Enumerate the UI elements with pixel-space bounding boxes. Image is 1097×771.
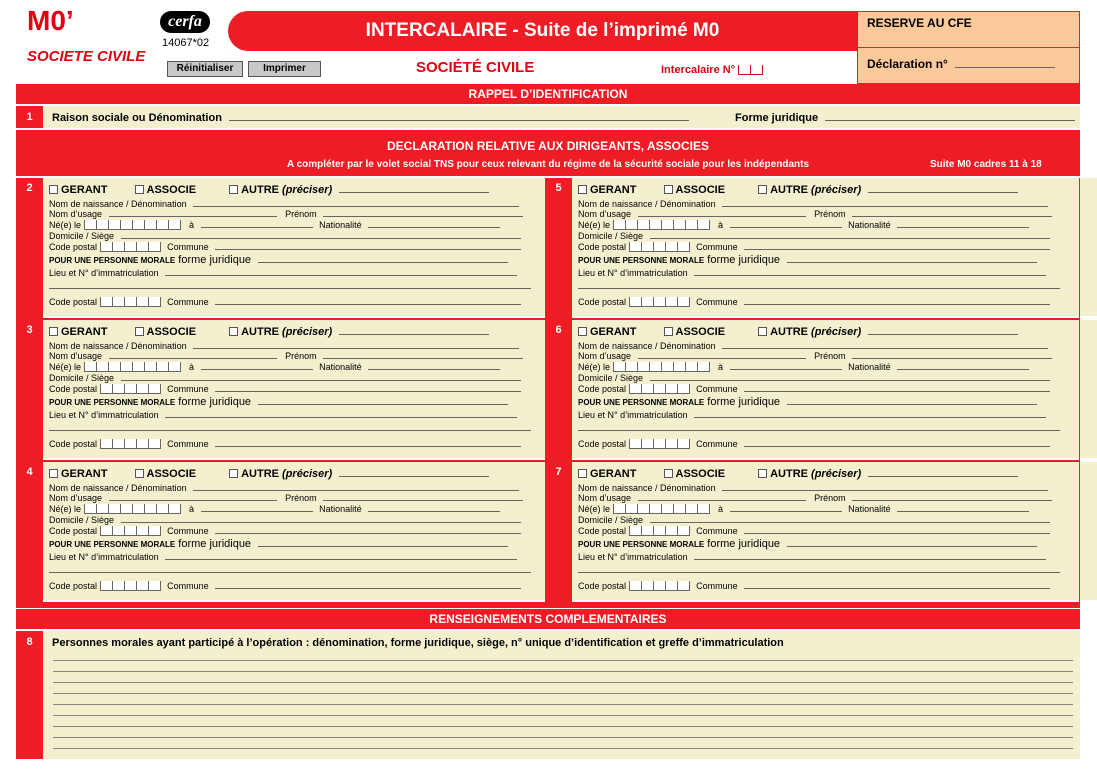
prenom-field[interactable] xyxy=(852,208,1052,217)
code-postal-field[interactable] xyxy=(100,526,161,536)
associe-checkbox[interactable] xyxy=(664,327,673,336)
commune-2-label: Commune xyxy=(696,581,738,591)
lieu-immat-field[interactable] xyxy=(165,267,517,276)
nom-naissance-label: Nom de naissance / Dénomination xyxy=(49,199,187,209)
section-8-line[interactable] xyxy=(53,704,1073,705)
nationalite-field[interactable] xyxy=(897,361,1029,370)
cfe-divider xyxy=(857,47,1080,48)
ne-le-label: Né(e) le xyxy=(49,220,82,230)
associe-checkbox[interactable] xyxy=(135,469,144,478)
code-postal-2-field[interactable] xyxy=(629,439,690,449)
section-8-line[interactable] xyxy=(53,671,1073,672)
autre-checkbox[interactable] xyxy=(758,327,767,336)
code-postal-2-label: Code postal xyxy=(578,297,627,307)
forme-juridique-label: forme juridique xyxy=(707,538,781,550)
code-postal-label: Code postal xyxy=(49,526,98,536)
birth-date-field[interactable] xyxy=(613,220,710,230)
nom-naissance-field[interactable] xyxy=(722,482,1048,491)
declaration-label: Déclaration n° xyxy=(867,57,1055,71)
gerant-checkbox[interactable] xyxy=(578,185,587,194)
declaration-number-field[interactable] xyxy=(955,59,1055,68)
commune-label: Commune xyxy=(696,384,738,394)
nationalite-label: Nationalité xyxy=(848,362,891,372)
birth-date-field[interactable] xyxy=(84,504,181,514)
code-postal-label: Code postal xyxy=(578,526,627,536)
section-1-bar: RAPPEL D’IDENTIFICATION xyxy=(16,84,1080,104)
forme-juridique-field[interactable] xyxy=(258,538,508,547)
prenom-field[interactable] xyxy=(852,350,1052,359)
cerfa-number: 14067*02 xyxy=(162,37,210,49)
commune-2-label: Commune xyxy=(696,297,738,307)
birth-place-field[interactable] xyxy=(730,503,842,512)
page-subtitle: SOCIÉTÉ CIVILE xyxy=(416,59,535,76)
prenom-label: Prénom xyxy=(285,209,317,219)
gerant-label: GERANT xyxy=(61,184,108,196)
section-8-label: Personnes morales ayant participé à l’opération : dénomination, forme juridique, siège, n° unique d’identification et greffe d’immatriculation xyxy=(52,637,784,649)
domicile-label: Domicile / Siège xyxy=(578,231,644,241)
autre-checkbox[interactable] xyxy=(229,327,238,336)
associe-label: ASSOCIE xyxy=(675,184,726,196)
code-postal-2-field[interactable] xyxy=(629,297,690,307)
nom-usage-label: Nom d’usage xyxy=(578,493,632,503)
preciser-label: (préciser) xyxy=(811,326,862,338)
nom-naissance-label: Nom de naissance / Dénomination xyxy=(49,341,187,351)
code-postal-2-field[interactable] xyxy=(100,297,161,307)
pour-personne-morale-label: POUR UNE PERSONNE MORALE xyxy=(578,398,705,407)
commune-label: Commune xyxy=(696,242,738,252)
block-separator xyxy=(16,460,1080,462)
forme-juridique-field[interactable] xyxy=(258,396,508,405)
block-7-number: 7 xyxy=(545,462,572,602)
code-postal-2-field[interactable] xyxy=(100,439,161,449)
lieu-immat-field-2[interactable] xyxy=(578,564,1060,573)
commune-2-label: Commune xyxy=(167,297,209,307)
associe-label: ASSOCIE xyxy=(146,326,197,338)
gerant-checkbox[interactable] xyxy=(578,327,587,336)
prenom-field[interactable] xyxy=(323,350,523,359)
ne-le-label: Né(e) le xyxy=(49,504,82,514)
nom-naissance-label: Nom de naissance / Dénomination xyxy=(578,483,716,493)
code-postal-label: Code postal xyxy=(49,242,98,252)
domicile-label: Domicile / Siège xyxy=(578,515,644,525)
nom-usage-label: Nom d’usage xyxy=(578,209,632,219)
nationalite-label: Nationalité xyxy=(319,362,362,372)
autre-label: AUTRE xyxy=(770,184,808,196)
nom-naissance-field[interactable] xyxy=(193,340,519,349)
forme-juridique-label: forme juridique xyxy=(178,396,252,408)
domicile-label: Domicile / Siège xyxy=(49,373,115,383)
birth-date-field[interactable] xyxy=(84,362,181,372)
gerant-checkbox[interactable] xyxy=(49,185,58,194)
code-postal-2-field[interactable] xyxy=(629,581,690,591)
code-postal-field[interactable] xyxy=(629,384,690,394)
lieu-immat-field[interactable] xyxy=(165,409,517,418)
birth-place-field[interactable] xyxy=(730,219,842,228)
autre-checkbox[interactable] xyxy=(229,185,238,194)
section-8-line[interactable] xyxy=(53,715,1073,716)
associe-checkbox[interactable] xyxy=(664,469,673,478)
commune-2-field[interactable] xyxy=(215,296,521,305)
commune-label: Commune xyxy=(167,526,209,536)
associe-label: ASSOCIE xyxy=(146,184,197,196)
lieu-immat-label: Lieu et N° d’immatriculation xyxy=(578,410,688,420)
autre-label: AUTRE xyxy=(241,468,279,480)
nationalite-label: Nationalité xyxy=(848,504,891,514)
code-postal-2-label: Code postal xyxy=(49,297,98,307)
nom-naissance-field[interactable] xyxy=(722,340,1048,349)
pour-personne-morale-label: POUR UNE PERSONNE MORALE xyxy=(578,540,705,549)
nom-usage-field[interactable] xyxy=(638,492,806,501)
section-8-line[interactable] xyxy=(53,660,1073,661)
ne-le-label: Né(e) le xyxy=(49,362,82,372)
block-2-number: 2 xyxy=(16,178,43,318)
nom-usage-field[interactable] xyxy=(109,350,277,359)
intercalaire-number-field[interactable] xyxy=(738,65,763,75)
pour-personne-morale-label: POUR UNE PERSONNE MORALE xyxy=(578,256,705,265)
a-label: à xyxy=(718,504,724,514)
forme-juridique-field[interactable] xyxy=(258,254,508,263)
lieu-immat-label: Lieu et N° d’immatriculation xyxy=(578,552,688,562)
intercalaire-label: Intercalaire N° xyxy=(661,64,763,76)
section-8-number: 8 xyxy=(16,631,43,759)
ne-le-label: Né(e) le xyxy=(578,220,611,230)
commune-field[interactable] xyxy=(744,525,1050,534)
autre-field[interactable] xyxy=(868,468,1018,477)
prenom-label: Prénom xyxy=(814,209,846,219)
block-separator xyxy=(1079,178,1080,604)
section-1-number: 1 xyxy=(16,106,43,128)
autre-label: AUTRE xyxy=(770,326,808,338)
prenom-label: Prénom xyxy=(285,493,317,503)
code-postal-field[interactable] xyxy=(629,242,690,252)
code-postal-2-label: Code postal xyxy=(49,439,98,449)
reserve-label: RESERVE AU CFE xyxy=(867,16,972,30)
domicile-field[interactable] xyxy=(650,230,1050,239)
lieu-immat-field-2[interactable] xyxy=(49,564,531,573)
commune-field[interactable] xyxy=(744,383,1050,392)
person-block-4 xyxy=(43,462,571,600)
block-3-number: 3 xyxy=(16,320,43,460)
commune-field[interactable] xyxy=(744,241,1050,250)
forme-juridique-field[interactable] xyxy=(787,396,1037,405)
forme-juridique-field[interactable] xyxy=(825,112,1075,121)
nationalite-label: Nationalité xyxy=(319,220,362,230)
section-8-field-area xyxy=(43,631,1080,759)
domicile-field[interactable] xyxy=(650,514,1050,523)
associe-label: ASSOCIE xyxy=(675,468,726,480)
birth-place-field[interactable] xyxy=(201,219,313,228)
person-block-7 xyxy=(572,462,1097,600)
commune-2-field[interactable] xyxy=(744,580,1050,589)
form-subtitle: SOCIETE CIVILE xyxy=(27,48,146,65)
ne-le-label: Né(e) le xyxy=(578,504,611,514)
section-8-line[interactable] xyxy=(53,726,1073,727)
nom-usage-label: Nom d’usage xyxy=(49,351,103,361)
lieu-immat-label: Lieu et N° d’immatriculation xyxy=(49,552,159,562)
nom-usage-label: Nom d’usage xyxy=(578,351,632,361)
domicile-label: Domicile / Siège xyxy=(49,231,115,241)
birth-place-field[interactable] xyxy=(201,361,313,370)
autre-label: AUTRE xyxy=(241,326,279,338)
birth-date-field[interactable] xyxy=(84,220,181,230)
reset-button[interactable]: Réinitialiser xyxy=(167,61,243,77)
nom-usage-label: Nom d’usage xyxy=(49,209,103,219)
domicile-label: Domicile / Siège xyxy=(49,515,115,525)
commune-label: Commune xyxy=(696,526,738,536)
forme-juridique-label: forme juridique xyxy=(707,396,781,408)
block-5-number: 5 xyxy=(545,178,572,318)
pour-personne-morale-label: POUR UNE PERSONNE MORALE xyxy=(49,540,176,549)
gerant-checkbox[interactable] xyxy=(49,327,58,336)
commune-2-field[interactable] xyxy=(744,438,1050,447)
prenom-field[interactable] xyxy=(323,208,523,217)
prenom-field[interactable] xyxy=(323,492,523,501)
autre-checkbox[interactable] xyxy=(758,185,767,194)
nom-usage-field[interactable] xyxy=(638,208,806,217)
gerant-label: GERANT xyxy=(61,326,108,338)
commune-field[interactable] xyxy=(215,525,521,534)
a-label: à xyxy=(189,362,195,372)
commune-2-field[interactable] xyxy=(215,580,521,589)
nom-naissance-label: Nom de naissance / Dénomination xyxy=(578,199,716,209)
code-postal-label: Code postal xyxy=(578,242,627,252)
nationalite-field[interactable] xyxy=(368,503,500,512)
autre-checkbox[interactable] xyxy=(229,469,238,478)
section-8-line[interactable] xyxy=(53,737,1073,738)
commune-2-label: Commune xyxy=(696,439,738,449)
preciser-label: (préciser) xyxy=(282,326,333,338)
person-block-6 xyxy=(572,320,1097,458)
forme-juridique-row: Forme juridique xyxy=(735,112,1075,124)
birth-date-field[interactable] xyxy=(613,504,710,514)
lieu-immat-field-2[interactable] xyxy=(578,422,1060,431)
gerant-label: GERANT xyxy=(590,468,637,480)
lieu-immat-label: Lieu et N° d’immatriculation xyxy=(49,268,159,278)
autre-field[interactable] xyxy=(339,326,489,335)
block-separator xyxy=(16,602,1080,608)
page-title: INTERCALAIRE - Suite de l’imprimé M0 xyxy=(365,20,720,41)
cerfa-logo: cerfa xyxy=(160,11,210,33)
prenom-label: Prénom xyxy=(285,351,317,361)
print-button[interactable]: Imprimer xyxy=(248,61,321,77)
gerant-label: GERANT xyxy=(590,326,637,338)
code-postal-label: Code postal xyxy=(578,384,627,394)
person-block-2 xyxy=(43,178,571,316)
section-8-line[interactable] xyxy=(53,682,1073,683)
nationalite-field[interactable] xyxy=(368,361,500,370)
commune-2-label: Commune xyxy=(167,581,209,591)
prenom-label: Prénom xyxy=(814,351,846,361)
autre-field[interactable] xyxy=(868,184,1018,193)
raison-sociale-row: Raison sociale ou Dénomination xyxy=(52,112,689,124)
domicile-field[interactable] xyxy=(121,372,521,381)
preciser-label: (préciser) xyxy=(811,468,862,480)
domicile-field[interactable] xyxy=(121,230,521,239)
lieu-immat-field-2[interactable] xyxy=(578,280,1060,289)
preciser-label: (préciser) xyxy=(811,184,862,196)
associe-checkbox[interactable] xyxy=(135,327,144,336)
nationalite-label: Nationalité xyxy=(848,220,891,230)
block-separator xyxy=(16,318,1080,320)
forme-juridique-label: forme juridique xyxy=(707,254,781,266)
a-label: à xyxy=(718,362,724,372)
gerant-label: GERANT xyxy=(590,184,637,196)
forme-juridique-field[interactable] xyxy=(787,538,1037,547)
person-block-3 xyxy=(43,320,571,458)
nom-naissance-field[interactable] xyxy=(722,198,1048,207)
nationalite-field[interactable] xyxy=(897,219,1029,228)
code-postal-2-label: Code postal xyxy=(49,581,98,591)
section-8-line[interactable] xyxy=(53,693,1073,694)
raison-sociale-field[interactable] xyxy=(229,112,689,121)
autre-field[interactable] xyxy=(868,326,1018,335)
code-postal-field[interactable] xyxy=(629,526,690,536)
autre-field[interactable] xyxy=(339,184,489,193)
code-postal-2-label: Code postal xyxy=(578,581,627,591)
commune-label: Commune xyxy=(167,384,209,394)
nom-naissance-field[interactable] xyxy=(193,482,519,491)
associe-checkbox[interactable] xyxy=(135,185,144,194)
associe-label: ASSOCIE xyxy=(146,468,197,480)
commune-field[interactable] xyxy=(215,241,521,250)
lieu-immat-field[interactable] xyxy=(694,409,1046,418)
gerant-checkbox[interactable] xyxy=(49,469,58,478)
nationalite-field[interactable] xyxy=(368,219,500,228)
pour-personne-morale-label: POUR UNE PERSONNE MORALE xyxy=(49,398,176,407)
lieu-immat-field[interactable] xyxy=(165,551,517,560)
lieu-immat-label: Lieu et N° d’immatriculation xyxy=(578,268,688,278)
nom-naissance-label: Nom de naissance / Dénomination xyxy=(578,341,716,351)
domicile-field[interactable] xyxy=(650,372,1050,381)
nationalite-field[interactable] xyxy=(897,503,1029,512)
code-postal-2-label: Code postal xyxy=(578,439,627,449)
prenom-label: Prénom xyxy=(814,493,846,503)
associe-checkbox[interactable] xyxy=(664,185,673,194)
birth-date-field[interactable] xyxy=(613,362,710,372)
nom-usage-field[interactable] xyxy=(109,208,277,217)
a-label: à xyxy=(718,220,724,230)
dirigeants-suite: Suite M0 cadres 11 à 18 xyxy=(930,159,1042,170)
birth-place-field[interactable] xyxy=(730,361,842,370)
nom-naissance-label: Nom de naissance / Dénomination xyxy=(49,483,187,493)
forme-juridique-field[interactable] xyxy=(787,254,1037,263)
nom-usage-label: Nom d’usage xyxy=(49,493,103,503)
dirigeants-title: DECLARATION RELATIVE AUX DIRIGEANTS, ASSOCIES xyxy=(386,139,710,153)
gerant-label: GERANT xyxy=(61,468,108,480)
preciser-label: (préciser) xyxy=(282,184,333,196)
commune-2-label: Commune xyxy=(167,439,209,449)
section-8-bar: RENSEIGNEMENTS COMPLEMENTAIRES xyxy=(16,609,1080,629)
nom-usage-field[interactable] xyxy=(638,350,806,359)
block-6-number: 6 xyxy=(545,320,572,460)
lieu-immat-field-2[interactable] xyxy=(49,280,531,289)
code-postal-label: Code postal xyxy=(49,384,98,394)
a-label: à xyxy=(189,504,195,514)
prenom-field[interactable] xyxy=(852,492,1052,501)
commune-label: Commune xyxy=(167,242,209,252)
nom-naissance-field[interactable] xyxy=(193,198,519,207)
lieu-immat-field[interactable] xyxy=(694,267,1046,276)
block-separator xyxy=(571,178,572,604)
gerant-checkbox[interactable] xyxy=(578,469,587,478)
autre-label: AUTRE xyxy=(241,184,279,196)
forme-juridique-label: forme juridique xyxy=(178,538,252,550)
dirigeants-note: A compléter par le volet social TNS pour ceux relevant du régime de la sécurité sociale pour les indépendants xyxy=(286,159,810,170)
autre-checkbox[interactable] xyxy=(758,469,767,478)
a-label: à xyxy=(189,220,195,230)
domicile-field[interactable] xyxy=(121,514,521,523)
ne-le-label: Né(e) le xyxy=(578,362,611,372)
section-8-line[interactable] xyxy=(53,748,1073,749)
nom-usage-field[interactable] xyxy=(109,492,277,501)
commune-field[interactable] xyxy=(215,383,521,392)
nationalite-label: Nationalité xyxy=(319,504,362,514)
forme-juridique-label: forme juridique xyxy=(178,254,252,266)
domicile-label: Domicile / Siège xyxy=(578,373,644,383)
associe-label: ASSOCIE xyxy=(675,326,726,338)
code-postal-field[interactable] xyxy=(100,242,161,252)
lieu-immat-field[interactable] xyxy=(694,551,1046,560)
lieu-immat-label: Lieu et N° d’immatriculation xyxy=(49,410,159,420)
autre-field[interactable] xyxy=(339,468,489,477)
lieu-immat-field-2[interactable] xyxy=(49,422,531,431)
pour-personne-morale-label: POUR UNE PERSONNE MORALE xyxy=(49,256,176,265)
commune-2-field[interactable] xyxy=(215,438,521,447)
person-block-5 xyxy=(572,178,1097,316)
commune-2-field[interactable] xyxy=(744,296,1050,305)
code-postal-2-field[interactable] xyxy=(100,581,161,591)
form-code: M0’ xyxy=(27,5,74,36)
autre-label: AUTRE xyxy=(770,468,808,480)
code-postal-field[interactable] xyxy=(100,384,161,394)
birth-place-field[interactable] xyxy=(201,503,313,512)
preciser-label: (préciser) xyxy=(282,468,333,480)
block-4-number: 4 xyxy=(16,462,43,602)
